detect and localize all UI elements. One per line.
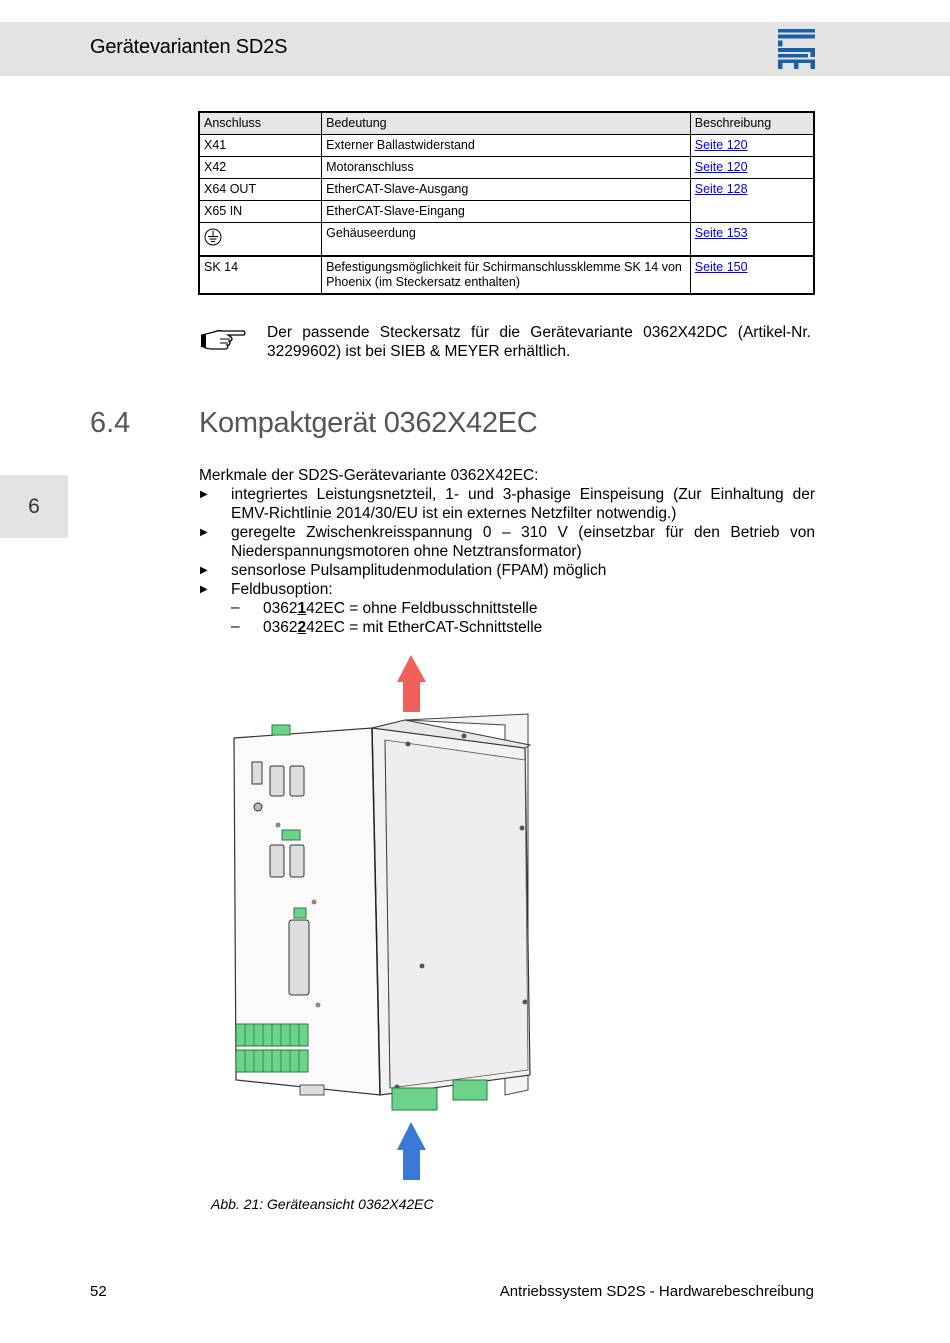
table-row [199, 135, 814, 157]
feature-text: geregelte Zwischenkreisspannung 0 – 310 V (einsetzbar für den Betrieb von Niederspannungsmotoren ohne Netztransformator) [231, 524, 815, 560]
bullet-icon: ▶ [200, 489, 208, 500]
variant-suffix: 42EC = mit EtherCAT-Schnittstelle [306, 619, 543, 636]
variant-digit: 1 [297, 600, 307, 617]
dash-icon: – [231, 599, 240, 616]
sieb-meyer-logo [778, 29, 815, 69]
device-illustration [200, 650, 560, 1185]
document-title: Antriebssystem SD2S - Hardwarebeschreibung [499, 1283, 814, 1300]
bedeutung-cell: Gehäuseerdung [322, 223, 691, 256]
table-row [199, 157, 814, 179]
anschluss-cell: X65 IN [199, 201, 322, 223]
sub-list-item [231, 599, 815, 618]
bullet-icon: ▶ [200, 565, 208, 576]
features-block [199, 466, 815, 637]
anschluss-cell [199, 223, 322, 256]
features-list [199, 485, 815, 637]
variant-digit: 2 [297, 619, 307, 636]
sub-list-item [231, 618, 815, 637]
column-header: Anschluss [199, 112, 322, 135]
header-title: Gerätevarianten SD2S [90, 36, 288, 58]
ground-icon [204, 228, 222, 246]
page-link[interactable]: Seite 153 [694, 226, 748, 240]
variant-suffix: 42EC = ohne Feldbusschnittstelle [306, 600, 538, 617]
connection-table [198, 111, 815, 295]
bullet-icon: ▶ [200, 584, 208, 595]
section-number: 6.4 [90, 407, 131, 439]
anschluss-cell: X64 OUT [199, 179, 322, 201]
list-item [199, 485, 815, 523]
anschluss-cell: SK 14 [199, 256, 322, 294]
section-title: Kompaktgerät 0362X42EC [199, 407, 538, 439]
beschreibung-cell [690, 157, 814, 179]
table-row [199, 179, 814, 201]
list-item [199, 580, 815, 637]
bedeutung-cell: EtherCAT-Slave-Eingang [322, 201, 691, 223]
page-number: 52 [90, 1283, 107, 1300]
chapter-tab: 6 [0, 475, 68, 538]
anschluss-cell: X41 [199, 135, 322, 157]
table-row [199, 256, 814, 294]
beschreibung-cell [690, 223, 814, 256]
note-text: Der passende Steckersatz für die Gerätevariante 0362X42DC (Artikel-Nr. 32299602) ist bei SIEB & MEYER erhältlich. [267, 324, 811, 360]
beschreibung-cell [690, 179, 814, 223]
table-header-row [199, 112, 814, 135]
variant-prefix: 0362 [263, 619, 298, 636]
table-row [199, 223, 814, 256]
airflow-out-arrow-icon [397, 655, 426, 712]
column-header: Bedeutung [322, 112, 691, 135]
pointing-hand-icon [200, 326, 246, 352]
anschluss-cell: X42 [199, 157, 322, 179]
page-link[interactable]: Seite 120 [694, 160, 748, 174]
feature-text: integriertes Leistungsnetzteil, 1- und 3-phasige Einspeisung (Zur Einhaltung der EMV-Richtlinie 2014/30/EU ist ein externes Netzfilter notwendig.) [231, 486, 815, 522]
features-intro: Merkmale der SD2S-Gerätevariante 0362X42EC: [199, 467, 539, 484]
page-link[interactable]: Seite 150 [694, 259, 748, 274]
fieldbus-sublist [231, 599, 815, 637]
bedeutung-cell: Motoranschluss [322, 157, 691, 179]
bedeutung-cell: Externer Ballastwiderstand [322, 135, 691, 157]
variant-prefix: 0362 [263, 600, 298, 617]
page-link[interactable]: Seite 128 [694, 182, 748, 196]
list-item [199, 561, 815, 580]
beschreibung-cell [690, 135, 814, 157]
beschreibung-cell [690, 256, 814, 294]
list-item [199, 523, 815, 561]
dash-icon: – [231, 618, 240, 635]
page-link[interactable]: Seite 120 [694, 138, 748, 152]
figure-caption: Abb. 21: Geräteansicht 0362X42EC [211, 1196, 434, 1212]
airflow-in-arrow-icon [397, 1122, 426, 1180]
bedeutung-cell: Befestigungsmöglichkeit für Schirmanschlussklemme SK 14 von Phoenix (im Steckersatz enthalten) [322, 256, 691, 294]
feature-text: Feldbusoption: [231, 581, 333, 598]
bedeutung-cell: EtherCAT-Slave-Ausgang [322, 179, 691, 201]
bullet-icon: ▶ [200, 527, 208, 538]
column-header: Beschreibung [690, 112, 814, 135]
feature-text: sensorlose Pulsamplitudenmodulation (FPAM) möglich [231, 562, 607, 579]
